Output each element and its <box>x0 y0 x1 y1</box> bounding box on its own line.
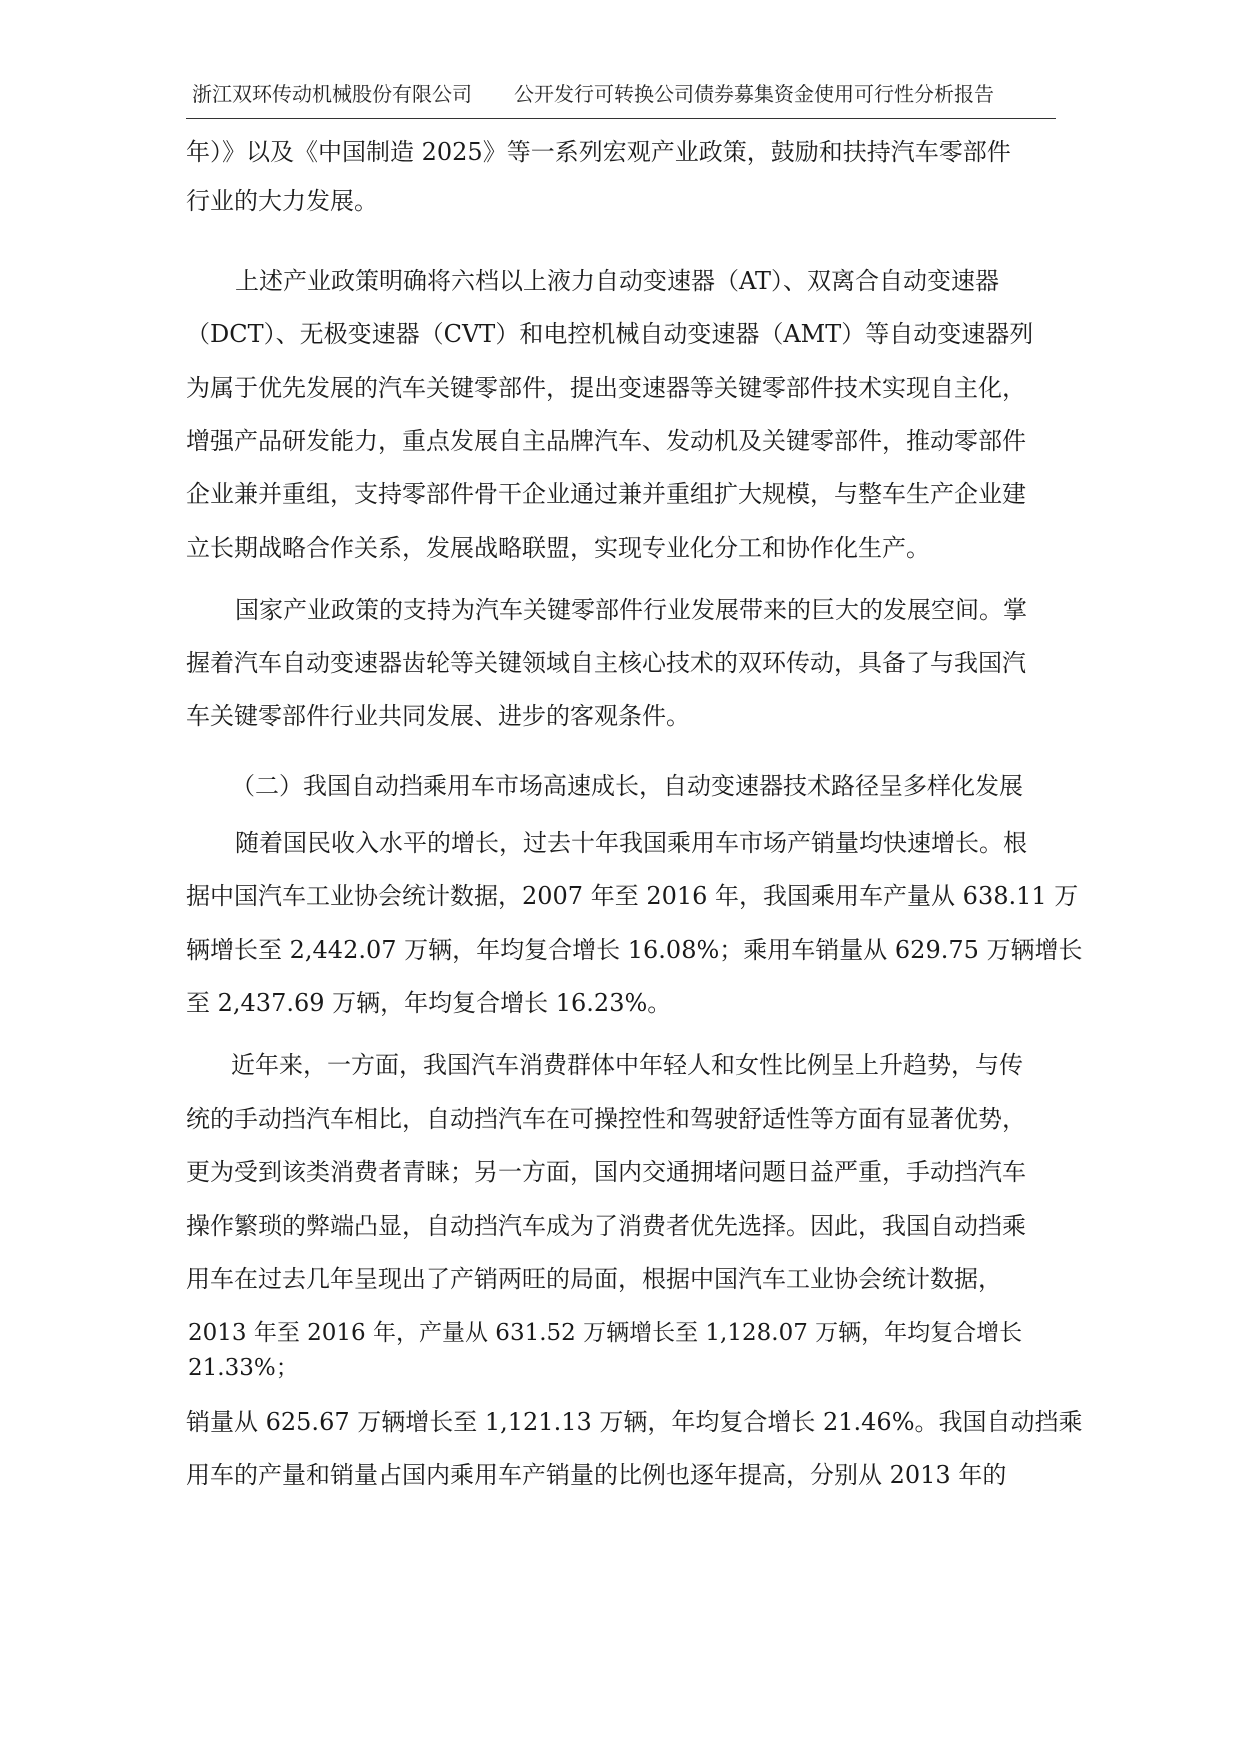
body-line: 行业的大力发展。 <box>186 187 378 215</box>
body-line: 销量从 625.67 万辆增长至 1,121.13 万辆，年均复合增长 21.46%。我国自动挡乘 <box>186 1408 1083 1436</box>
body-line: （DCT）、无极变速器（CVT）和电控机械自动变速器（AMT）等自动变速器列 <box>186 320 1034 348</box>
body-line: 握着汽车自动变速器齿轮等关键领域自主核心技术的双环传动，具备了与我国汽 <box>186 649 1026 677</box>
paragraph-start-line: 近年来，一方面，我国汽车消费群体中年轻人和女性比例呈上升趋势，与传 <box>231 1051 1023 1079</box>
body-line: 增强产品研发能力，重点发展自主品牌汽车、发动机及关键零部件，推动零部件 <box>186 427 1026 455</box>
header-report-title: 公开发行可转换公司债券募集资金使用可行性分析报告 <box>514 82 994 106</box>
body-line: 据中国汽车工业协会统计数据，2007 年至 2016 年，我国乘用车产量从 638.11 万 <box>186 882 1079 910</box>
body-line: 年）》以及《中国制造 2025》等一系列宏观产业政策，鼓励和扶持汽车零部件 <box>186 138 1011 166</box>
page-header <box>186 74 1056 119</box>
body-line: 至 2,437.69 万辆，年均复合增长 16.23%。 <box>186 989 672 1017</box>
section-heading: （二）我国自动挡乘用车市场高速成长，自动变速器技术路径呈多样化发展 <box>231 772 1023 800</box>
body-line: 辆增长至 2,442.07 万辆，年均复合增长 16.08%；乘用车销量从 629.75 万辆增长 <box>186 936 1083 964</box>
body-line: 更为受到该类消费者青睐；另一方面，国内交通拥堵问题日益严重，手动挡汽车 <box>186 1158 1026 1186</box>
paragraph-start-line: 随着国民收入水平的增长，过去十年我国乘用车市场产销量均快速增长。根 <box>235 829 1027 857</box>
paragraph-start-line: 国家产业政策的支持为汽车关键零部件行业发展带来的巨大的发展空间。掌 <box>235 596 1027 624</box>
header-company-name: 浙江双环传动机械股份有限公司 <box>192 82 472 106</box>
body-line: 立长期战略合作关系，发展战略联盟，实现专业化分工和协作化生产。 <box>186 534 930 562</box>
body-line: 企业兼并重组，支持零部件骨干企业通过兼并重组扩大规模，与整车生产企业建 <box>186 480 1026 508</box>
paragraph-start-line: 上述产业政策明确将六档以上液力自动变速器（AT）、双离合自动变速器 <box>235 267 1000 295</box>
body-line: 2013 年至 2016 年，产量从 631.52 万辆增长至 1,128.07 万辆，年均复合增长 <box>188 1320 1023 1346</box>
body-line: 为属于优先发展的汽车关键零部件，提出变速器等关键零部件技术实现自主化， <box>186 374 1026 402</box>
body-line: 车关键零部件行业共同发展、进步的客观条件。 <box>186 702 690 730</box>
body-line: 用车的产量和销量占国内乘用车产销量的比例也逐年提高，分别从 2013 年的 <box>186 1461 1007 1489</box>
body-line: 21.33%； <box>188 1355 299 1381</box>
body-line: 用车在过去几年呈现出了产销两旺的局面，根据中国汽车工业协会统计数据， <box>186 1265 1002 1293</box>
body-line: 操作繁琐的弊端凸显，自动挡汽车成为了消费者优先选择。因此，我国自动挡乘 <box>186 1212 1026 1240</box>
body-line: 统的手动挡汽车相比，自动挡汽车在可操控性和驾驶舒适性等方面有显著优势， <box>186 1105 1026 1133</box>
